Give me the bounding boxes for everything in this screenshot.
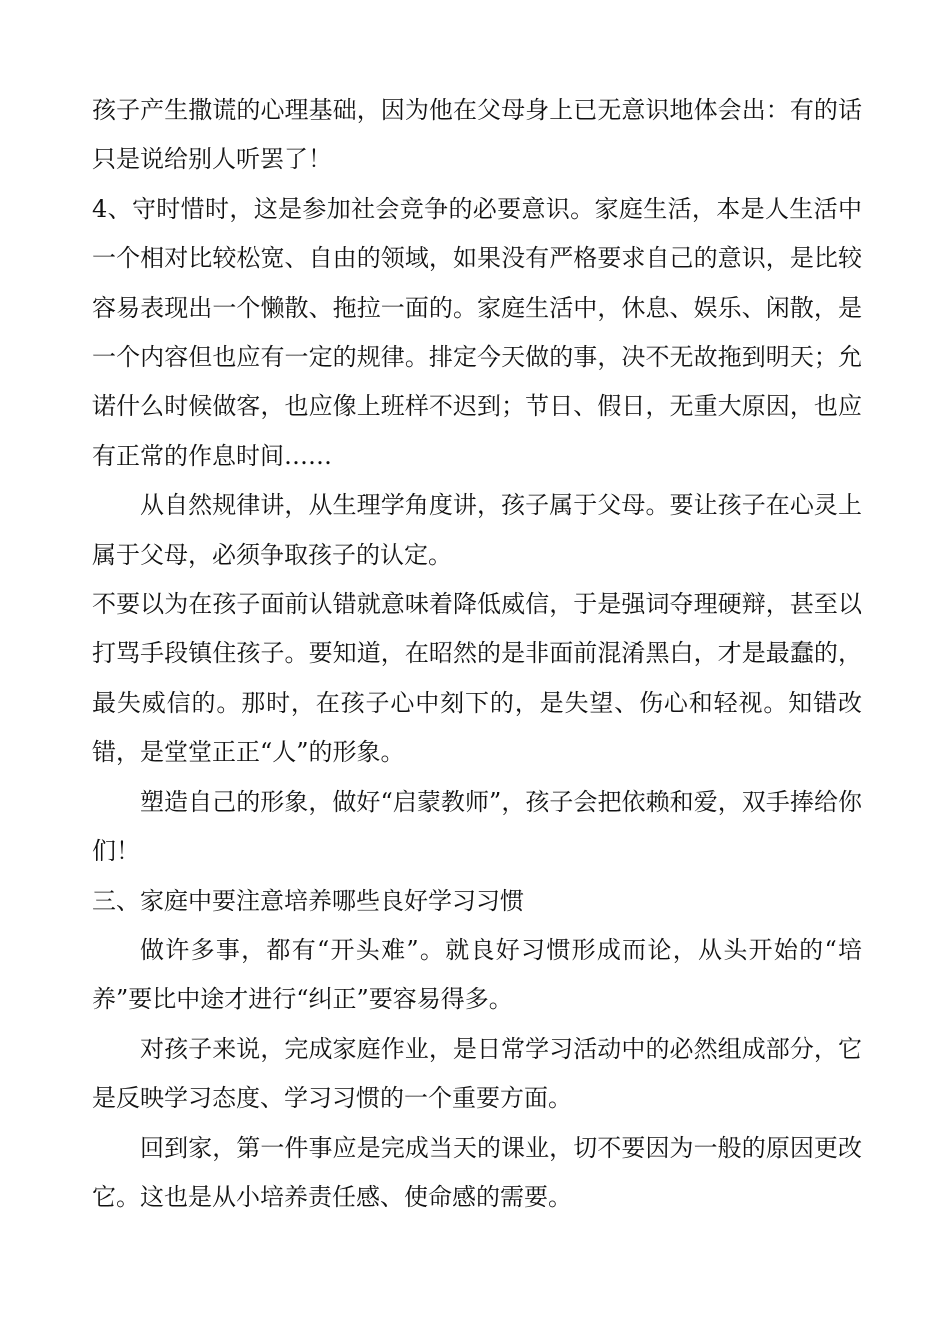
paragraph-9: 回到家，第一件事应是完成当天的课业，切不要因为一般的原因更改它。这也是从小培养责任感、使命感的需要。 xyxy=(92,1133,862,1211)
paragraph-5: 塑造自己的形象，做好“启蒙教师”，孩子会把依赖和爱，双手捧给你们！ xyxy=(92,787,862,866)
section-heading: 三、家庭中要注意培养哪些良好学习习惯 xyxy=(92,886,524,915)
paragraph-8: 对孩子来说，完成家庭作业，是日常学习活动中的必然组成部分，它是反映学习态度、学习习惯的一个重要方面。 xyxy=(92,1034,862,1113)
paragraph-2: 4、守时惜时，这是参加社会竞争的必要意识。家庭生活，本是人生活中一个相对比较松宽、自由的领域，如果没有严格要求自己的意识，是比较容易表现出一个懒散、拖拉一面的。家庭生活中，休息、娱乐、闲散，是一个内容但也应有一定的规律。排定今天做的事，决不无故拖到明天；允诺什么时候做客，也应像上班样不迟到；节日、假日，无重大原因，也应有正常的作息时间…… xyxy=(92,194,862,470)
paragraph-4: 不要以为在孩子面前认错就意味着降低威信，于是强词夺理硬辩，甚至以打骂手段镇住孩子。要知道，在昭然的是非面前混淆黑白，才是最蠢的，最失威信的。那时，在孩子心中刻下的，是失望、伤心和轻视。知错改错，是堂堂正正“人”的形象。 xyxy=(92,590,862,767)
paragraph-1: 孩子产生撒谎的心理基础，因为他在父母身上已无意识地体会出：有的话只是说给别人听罢了！ xyxy=(92,96,862,174)
paragraph-3: 从自然规律讲，从生理学角度讲，孩子属于父母。要让孩子在心灵上属于父母，必须争取孩子的认定。 xyxy=(92,491,862,569)
document-page xyxy=(92,0,862,1344)
paragraph-7: 做许多事，都有“开头难”。就良好习惯形成而论，从头开始的“培养”要比中途才进行“纠正”要容易得多。 xyxy=(92,935,862,1014)
document-body xyxy=(92,86,862,1222)
